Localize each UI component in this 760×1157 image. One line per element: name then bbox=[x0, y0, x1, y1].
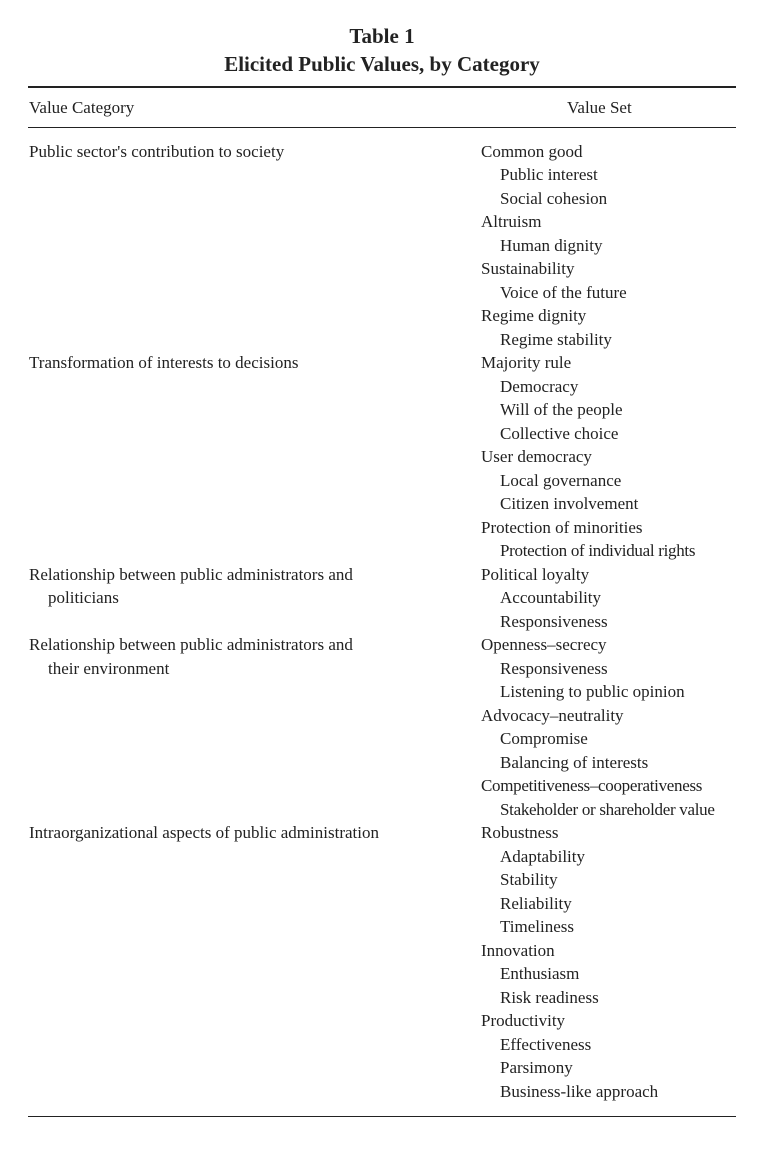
value-sub-item: Compromise bbox=[500, 729, 588, 748]
value-item: Openness–secrecy bbox=[481, 635, 607, 654]
value-category-line: Public sector's contribution to society bbox=[29, 141, 285, 161]
value-sub-item: Balancing of interests bbox=[500, 752, 649, 772]
value-sub-item: Public interest bbox=[500, 165, 598, 184]
table-body bbox=[0, 140, 760, 1104]
value-sub-item: Social cohesion bbox=[500, 188, 608, 208]
value-sub-item: Protection of individual rights bbox=[500, 541, 696, 560]
value-item: Advocacy–neutrality bbox=[481, 705, 624, 725]
value-item: Regime dignity bbox=[481, 306, 587, 325]
value-category-line: Relationship between public administrators and bbox=[29, 564, 353, 584]
value-sub-item: Human dignity bbox=[500, 235, 603, 255]
table-number: Table 1 bbox=[349, 24, 415, 48]
table-row bbox=[0, 563, 760, 634]
header-value-set: Value Set bbox=[567, 98, 632, 117]
value-sub-item: Stability bbox=[500, 870, 558, 889]
value-item: Common good bbox=[481, 141, 583, 161]
value-sub-item: Risk readiness bbox=[500, 987, 599, 1007]
value-sub-item: Local governance bbox=[500, 470, 622, 490]
value-sub-item: Will of the people bbox=[500, 400, 623, 419]
value-item: Altruism bbox=[481, 212, 542, 231]
table-row bbox=[0, 821, 760, 1103]
value-category-line: politicians bbox=[48, 588, 119, 607]
value-sub-item: Reliability bbox=[500, 893, 572, 913]
value-sub-item: Citizen involvement bbox=[500, 494, 639, 513]
value-sub-item: Business-like approach bbox=[500, 1081, 659, 1101]
value-set bbox=[481, 140, 760, 352]
value-item: Robustness bbox=[481, 823, 559, 842]
table-row bbox=[0, 140, 760, 352]
value-item: Productivity bbox=[481, 1011, 566, 1030]
value-sub-item: Voice of the future bbox=[500, 282, 627, 302]
value-set bbox=[481, 821, 760, 1103]
value-item: Competitiveness–cooperativeness bbox=[481, 776, 703, 795]
value-sub-item: Responsiveness bbox=[500, 611, 608, 631]
value-sub-item: Responsiveness bbox=[500, 658, 608, 678]
value-category bbox=[29, 633, 449, 680]
value-set bbox=[481, 633, 760, 821]
value-sub-item: Stakeholder or shareholder value bbox=[500, 799, 715, 819]
header-value-category: Value Category bbox=[29, 98, 135, 117]
value-category bbox=[29, 821, 449, 845]
value-category-line: Transformation of interests to decisions bbox=[29, 353, 299, 372]
value-item: Innovation bbox=[481, 940, 555, 960]
value-set bbox=[481, 351, 760, 563]
table-row bbox=[0, 351, 760, 563]
value-sub-item: Regime stability bbox=[500, 329, 612, 349]
value-set bbox=[481, 563, 760, 634]
top-rule bbox=[28, 86, 736, 88]
value-category-line: their environment bbox=[48, 658, 170, 678]
value-sub-item: Parsimony bbox=[500, 1058, 573, 1077]
value-category bbox=[29, 563, 449, 610]
value-sub-item: Timeliness bbox=[500, 917, 575, 936]
value-sub-item: Listening to public opinion bbox=[500, 682, 685, 701]
value-item: User democracy bbox=[481, 447, 592, 466]
bottom-rule bbox=[28, 1116, 736, 1117]
value-category bbox=[29, 140, 449, 164]
value-sub-item: Collective choice bbox=[500, 423, 619, 443]
value-item: Majority rule bbox=[481, 353, 572, 372]
table-title: Elicited Public Values, by Category bbox=[224, 52, 540, 76]
value-sub-item: Accountability bbox=[500, 588, 602, 607]
value-item: Political loyalty bbox=[481, 564, 590, 584]
value-sub-item: Democracy bbox=[500, 376, 579, 396]
table-row bbox=[0, 633, 760, 821]
value-category bbox=[29, 351, 449, 375]
value-item: Sustainability bbox=[481, 259, 575, 278]
header-rule bbox=[28, 127, 736, 128]
value-sub-item: Enthusiasm bbox=[500, 964, 580, 983]
value-item: Protection of minorities bbox=[481, 517, 643, 537]
value-category-line: Intraorganizational aspects of public administration bbox=[29, 823, 379, 842]
value-sub-item: Effectiveness bbox=[500, 1034, 592, 1054]
value-category-line: Relationship between public administrators and bbox=[29, 635, 353, 654]
value-sub-item: Adaptability bbox=[500, 846, 585, 866]
